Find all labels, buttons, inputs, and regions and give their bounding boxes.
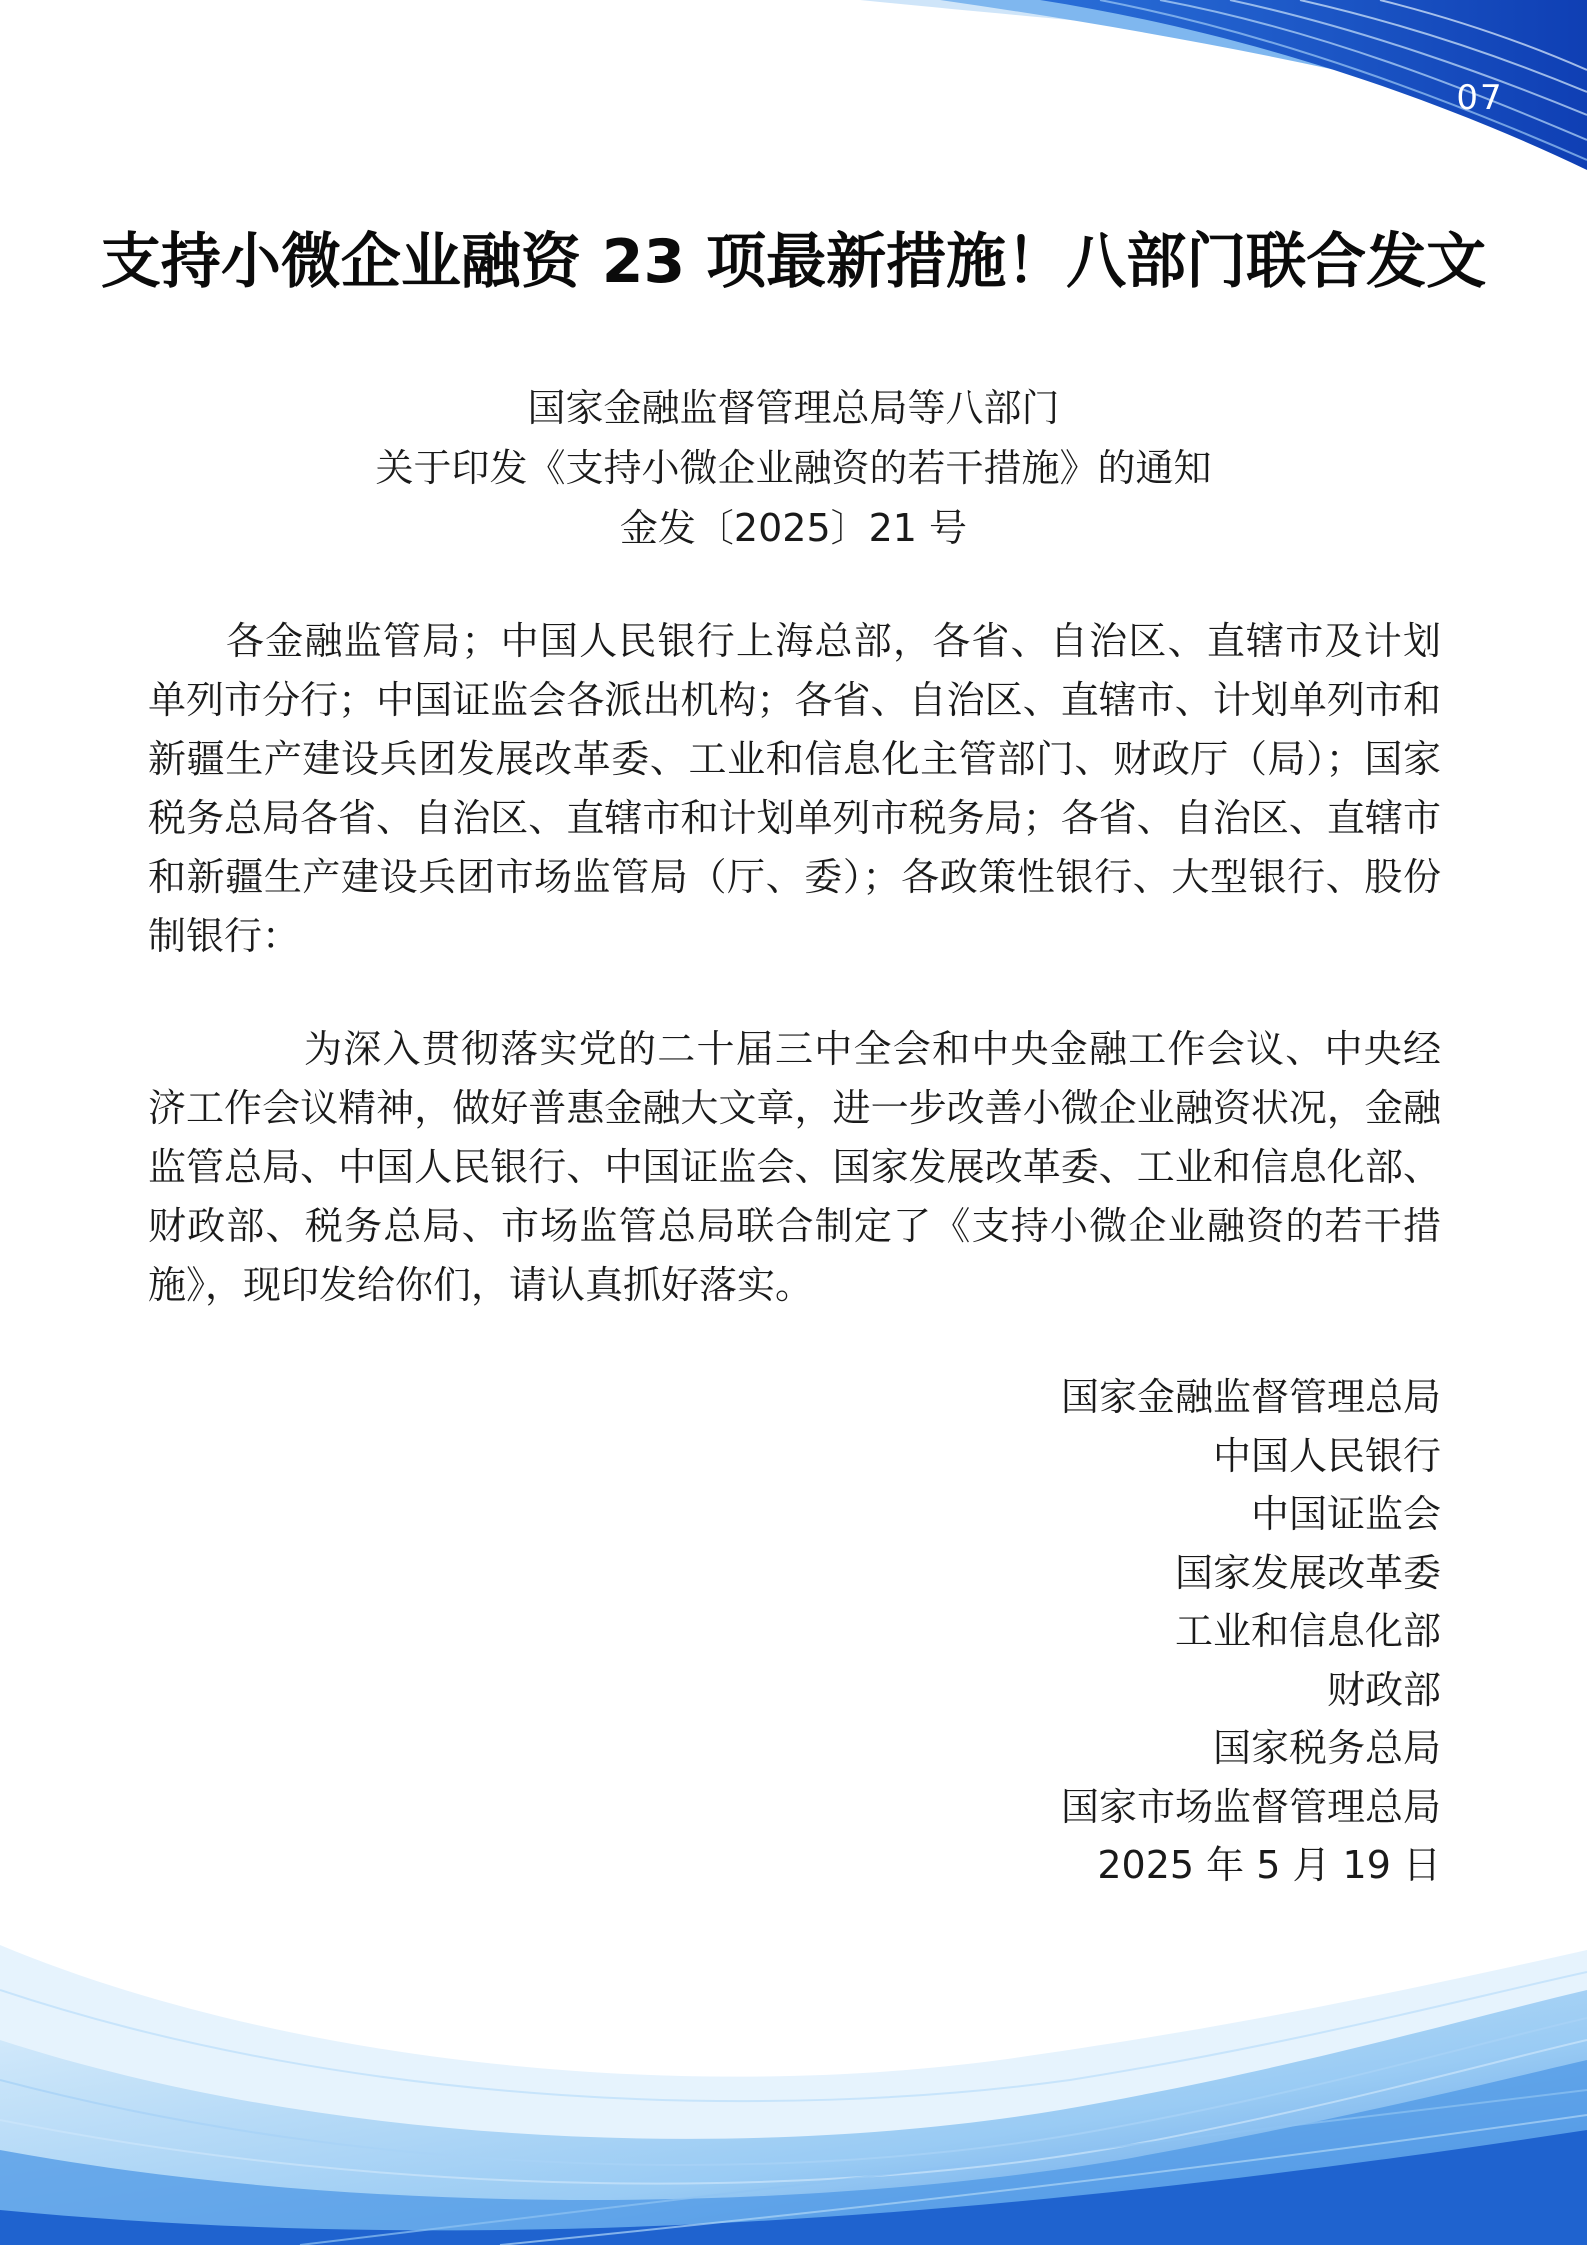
signatory: 中国证监会 [1250,1492,1441,1536]
signatory: 国家市场监督管理总局 [1060,1784,1441,1829]
signatory: 国家税务总局 [1212,1726,1441,1770]
signatory: 工业和信息化部 [1174,1609,1441,1653]
body-paragraph: 为深入贯彻落实党的二十届三中全会和中央金融工作会议、中央经济工作会议精神，做好普惠金融大文章，进一步改善小微企业融资状况，金融监管总局、中国人民银行、中国证监会、国家发展改革委、工业和信息化部、财政部、税务总局、市场监管总局联合制定了《支持小微企业融资的若干措施》，现印发给你们，请认真抓好落实。 [148,1027,1441,1307]
signatory: 财政部 [1326,1667,1441,1712]
notice-doc-number: 金发〔2025〕21 号 [619,506,968,550]
issue-date: 2025 年 5 月 19 日 [1097,1843,1441,1887]
bottom-wave [0,1945,1587,2245]
notice-issuer: 国家金融监督管理总局等八部门 [527,386,1060,430]
page-number: 07 [1456,78,1504,118]
addressees-paragraph: 各金融监管局；中国人民银行上海总部，各省、自治区、直辖市及计划单列市分行；中国证监会各派出机构；各省、自治区、直辖市、计划单列市和新疆生产建设兵团发展改革委、工业和信息化主管部门、财政厅（局）；国家税务总局各省、自治区、直辖市和计划单列市税务局；各省、自治区、直辖市和新疆生产建设兵团市场监管局（厅、委）；各政策性银行、大型银行、股份制银行： [148,619,1441,958]
notice-subject: 关于印发《支持小微企业融资的若干措施》的通知 [375,446,1212,490]
notice-header [200,378,1387,558]
signature-block [800,1368,1441,1895]
page-title: 支持小微企业融资 23 项最新措施！八部门联合发文 [100,227,1487,297]
signatory: 国家金融监督管理总局 [1060,1375,1441,1419]
signatory: 国家发展改革委 [1174,1550,1441,1595]
signatory: 中国人民银行 [1212,1433,1441,1478]
